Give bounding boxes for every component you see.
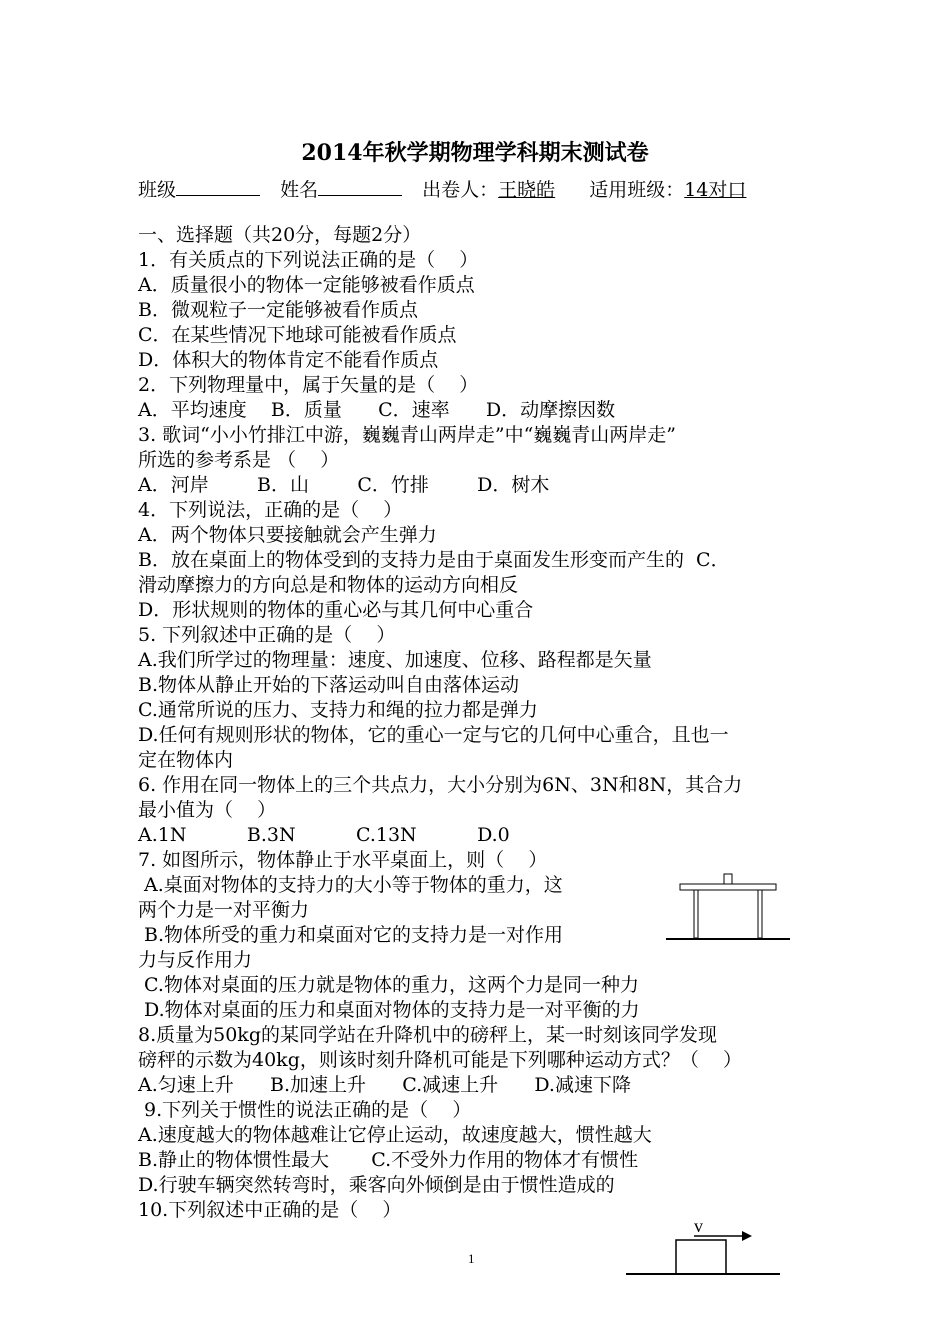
text-line: 9.下列关于惯性的说法正确的是（ ） <box>138 1099 472 1121</box>
text-line: B.静止的物体惯性最大 C.不受外力作用的物体才有惯性 <box>138 1149 639 1171</box>
table-leg-left <box>694 890 698 938</box>
block-velocity-figure <box>626 1216 780 1284</box>
text-line: A．平均速度 B．质量 C．速率 D．动摩擦因数 <box>138 399 616 421</box>
text-line: 一、选择题（共20分，每题2分） <box>138 224 422 246</box>
velocity-label: v <box>694 1216 703 1236</box>
text-line: 4．下列说法，正确的是（ ） <box>138 499 403 521</box>
text-line: 定在物体内 <box>138 749 234 771</box>
target-label: 适用班级： <box>589 179 685 201</box>
table-figure <box>666 868 790 948</box>
text-line: 力与反作用力 <box>138 949 253 971</box>
target-class: 14对口 <box>684 179 747 201</box>
text-line: C．在某些情况下地球可能被看作质点 <box>138 324 457 346</box>
text-line: D.任何有规则形状的物体，它的重心一定与它的几何中心重合，且也一 <box>138 724 729 746</box>
table-leg-right <box>758 890 762 938</box>
text-line: A.1N B.3N C.13N D.0 <box>138 824 510 846</box>
class-label: 班级 <box>138 179 177 201</box>
author-name: 王晓皓 <box>498 179 556 201</box>
student-info-row <box>138 175 746 202</box>
name-blank <box>318 177 402 196</box>
page-number: 1 <box>468 1251 475 1266</box>
text-line: 8.质量为50kg的某同学站在升降机中的磅秤上，某一时刻该同学发现 <box>138 1024 717 1046</box>
text-line: 3. 歌词“小小竹排江中游，巍巍青山两岸走”中“巍巍青山两岸走” <box>138 424 677 446</box>
question-body <box>138 223 818 1223</box>
text-line: 滑动摩擦力的方向总是和物体的运动方向相反 <box>138 574 519 596</box>
text-line: 10.下列叙述中正确的是（ ） <box>138 1199 402 1221</box>
text-line: A.速度越大的物体越难让它停止运动，故速度越大，惯性越大 <box>138 1124 652 1146</box>
text-line: 所选的参考系是 （ ） <box>138 449 340 471</box>
text-line: A.桌面对物体的支持力的大小等于物体的重力，这 <box>138 874 563 896</box>
text-line: C.通常所说的压力、支持力和绳的拉力都是弹力 <box>138 699 538 721</box>
text-line: A.我们所学过的物理量：速度、加速度、位移、路程都是矢量 <box>138 649 652 671</box>
text-line: 磅秤的示数为40kg，则该时刻升降机可能是下列哪种运动方式？（ ） <box>138 1049 743 1071</box>
text-line: B．放在桌面上的物体受到的支持力是由于桌面发生形变而产生的 C． <box>138 549 730 571</box>
text-line: A．河岸 B．山 C．竹排 D．树木 <box>138 474 550 496</box>
object-on-table <box>724 874 732 884</box>
text-line: D.物体对桌面的压力和桌面对物体的支持力是一对平衡的力 <box>138 999 640 1021</box>
text-line: A．两个物体只要接触就会产生弹力 <box>138 524 437 546</box>
text-line: A.匀速上升 B.加速上升 C.减速上升 D.减速下降 <box>138 1074 631 1096</box>
text-line: D．形状规则的物体的重心必与其几何中心重合 <box>138 599 534 621</box>
arrow-head-icon <box>742 1231 752 1241</box>
class-blank <box>176 177 260 196</box>
text-line: B．微观粒子一定能够被看作质点 <box>138 299 418 321</box>
author-label: 出卷人： <box>422 179 499 201</box>
text-line: B.物体从静止开始的下落运动叫自由落体运动 <box>138 674 520 696</box>
text-line: A．质量很小的物体一定能够被看作质点 <box>138 274 475 296</box>
page-title: 2014年秋学期物理学科期末测试卷 <box>301 140 649 166</box>
table-top <box>680 884 776 890</box>
text-line: 最小值为（ ） <box>138 799 277 821</box>
text-line: 6. 作用在同一物体上的三个共点力，大小分别为6N、3N和8N，其合力 <box>138 774 743 796</box>
text-line: 2．下列物理量中，属于矢量的是（ ） <box>138 374 479 396</box>
text-line: 1．有关质点的下列说法正确的是（ ） <box>138 249 479 271</box>
text-line: B.物体所受的重力和桌面对它的支持力是一对作用 <box>138 924 564 946</box>
text-line: 5. 下列叙述中正确的是（ ） <box>138 624 396 646</box>
text-line: C.物体对桌面的压力就是物体的重力，这两个力是同一种力 <box>138 974 639 996</box>
text-line: D．体积大的物体肯定不能看作质点 <box>138 349 439 371</box>
name-label: 姓名 <box>280 179 319 201</box>
text-line: 两个力是一对平衡力 <box>138 899 310 921</box>
text-line: D.行驶车辆突然转弯时，乘客向外倾倒是由于惯性造成的 <box>138 1174 615 1196</box>
text-line: 7. 如图所示，物体静止于水平桌面上，则（ ） <box>138 849 548 871</box>
sliding-block <box>676 1240 726 1274</box>
